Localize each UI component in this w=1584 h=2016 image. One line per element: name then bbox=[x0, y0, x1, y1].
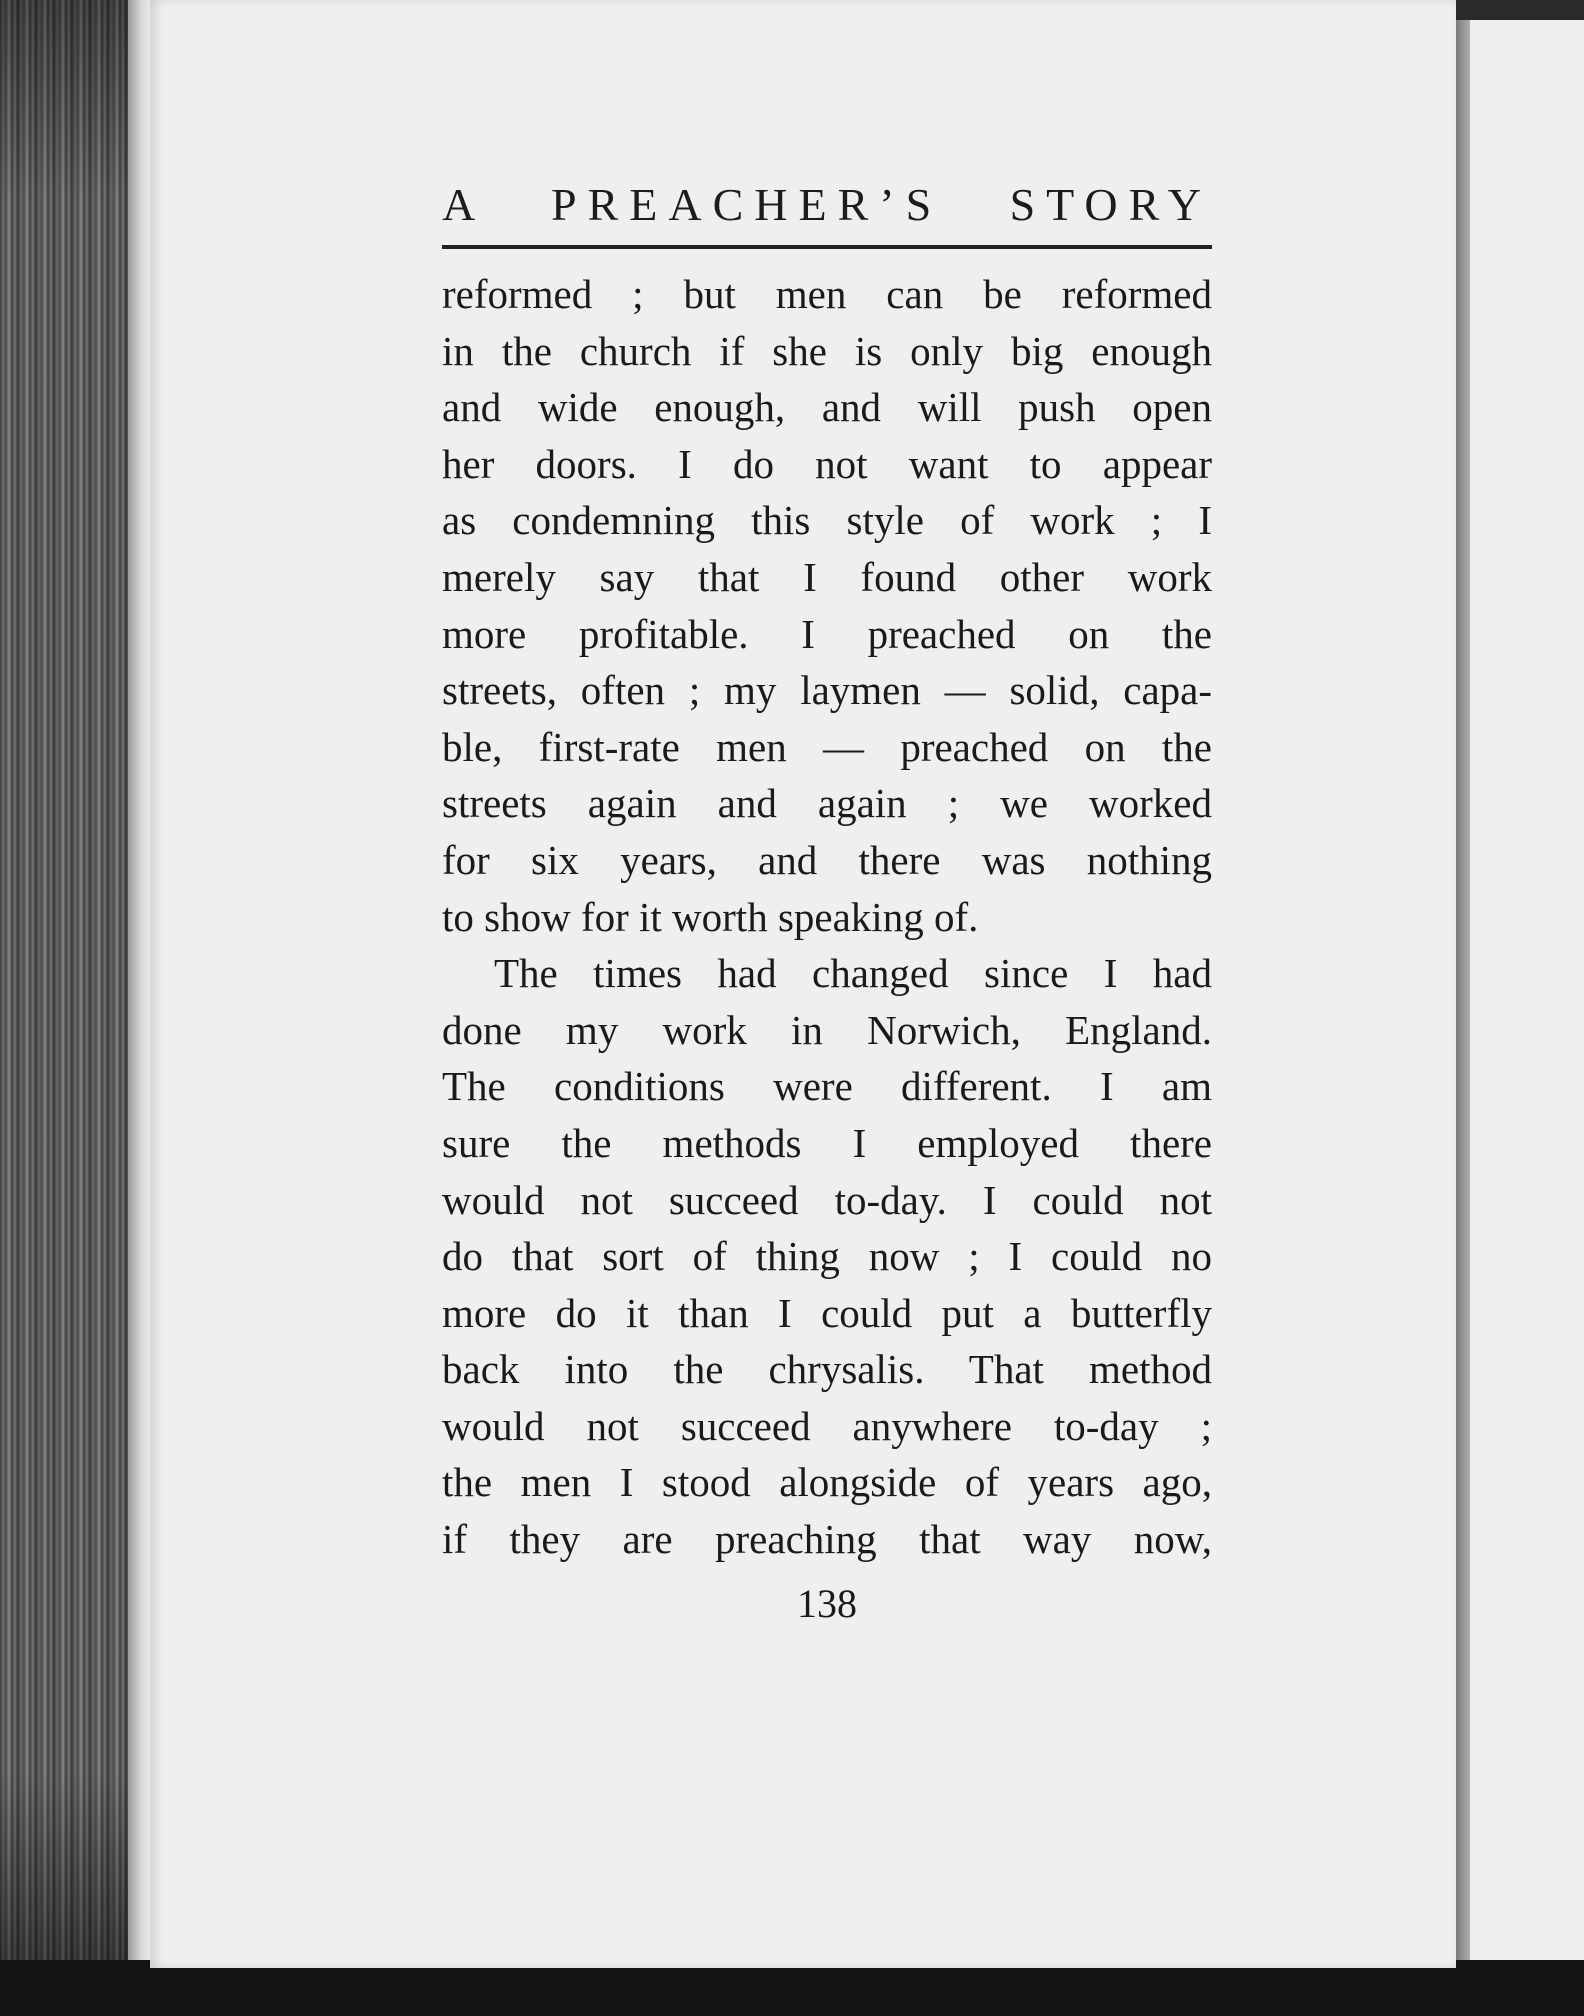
text-line: sure the methods I employed there bbox=[442, 1119, 1212, 1166]
text-line: The times had changed since I had bbox=[494, 950, 1212, 997]
text-line: done my work in Norwich, England. bbox=[442, 1006, 1212, 1053]
header-rule bbox=[442, 245, 1212, 249]
text-line: do that sort of thing now ; I could no bbox=[442, 1233, 1212, 1280]
text-line: and wide enough, and will push open bbox=[442, 384, 1212, 431]
text-line: merely say that I found other work bbox=[442, 553, 1212, 600]
running-head: A PREACHER’S STORY bbox=[442, 179, 1212, 230]
text-line: in the church if she is only big enough bbox=[442, 327, 1212, 374]
book-page bbox=[150, 0, 1456, 1968]
text-line: ble, first-rate men — preached on the bbox=[442, 723, 1212, 770]
text-line: for six years, and there was nothing bbox=[442, 836, 1212, 883]
text-line: more do it than I could put a butterfly bbox=[442, 1289, 1212, 1336]
body-text bbox=[442, 266, 1212, 1568]
text-line: would not succeed anywhere to-day ; bbox=[442, 1402, 1212, 1449]
text-line: streets again and again ; we worked bbox=[442, 780, 1212, 827]
text-line: back into the chrysalis. That method bbox=[442, 1346, 1212, 1393]
text-line: if they are preaching that way now, bbox=[442, 1516, 1212, 1563]
facing-page bbox=[1470, 20, 1584, 1975]
page-number: 138 bbox=[797, 1581, 857, 1626]
text-line: to show for it worth speaking of. bbox=[442, 893, 979, 940]
right-page-edge bbox=[1456, 20, 1470, 1975]
text-line: reformed ; but men can be reformed bbox=[442, 271, 1212, 317]
text-line: the men I stood alongside of years ago, bbox=[442, 1459, 1212, 1506]
text-line: her doors. I do not want to appear bbox=[442, 440, 1212, 487]
text-line: The conditions were different. I am bbox=[442, 1063, 1212, 1110]
page-gutter-edge bbox=[128, 0, 150, 1975]
text-line: more profitable. I preached on the bbox=[442, 610, 1212, 657]
text-line: streets, often ; my laymen — solid, capa- bbox=[442, 667, 1212, 714]
text-line: as condemning this style of work ; I bbox=[442, 497, 1212, 544]
bottom-shadow bbox=[0, 1960, 1584, 2016]
text-line: would not succeed to-day. I could not bbox=[442, 1176, 1212, 1223]
